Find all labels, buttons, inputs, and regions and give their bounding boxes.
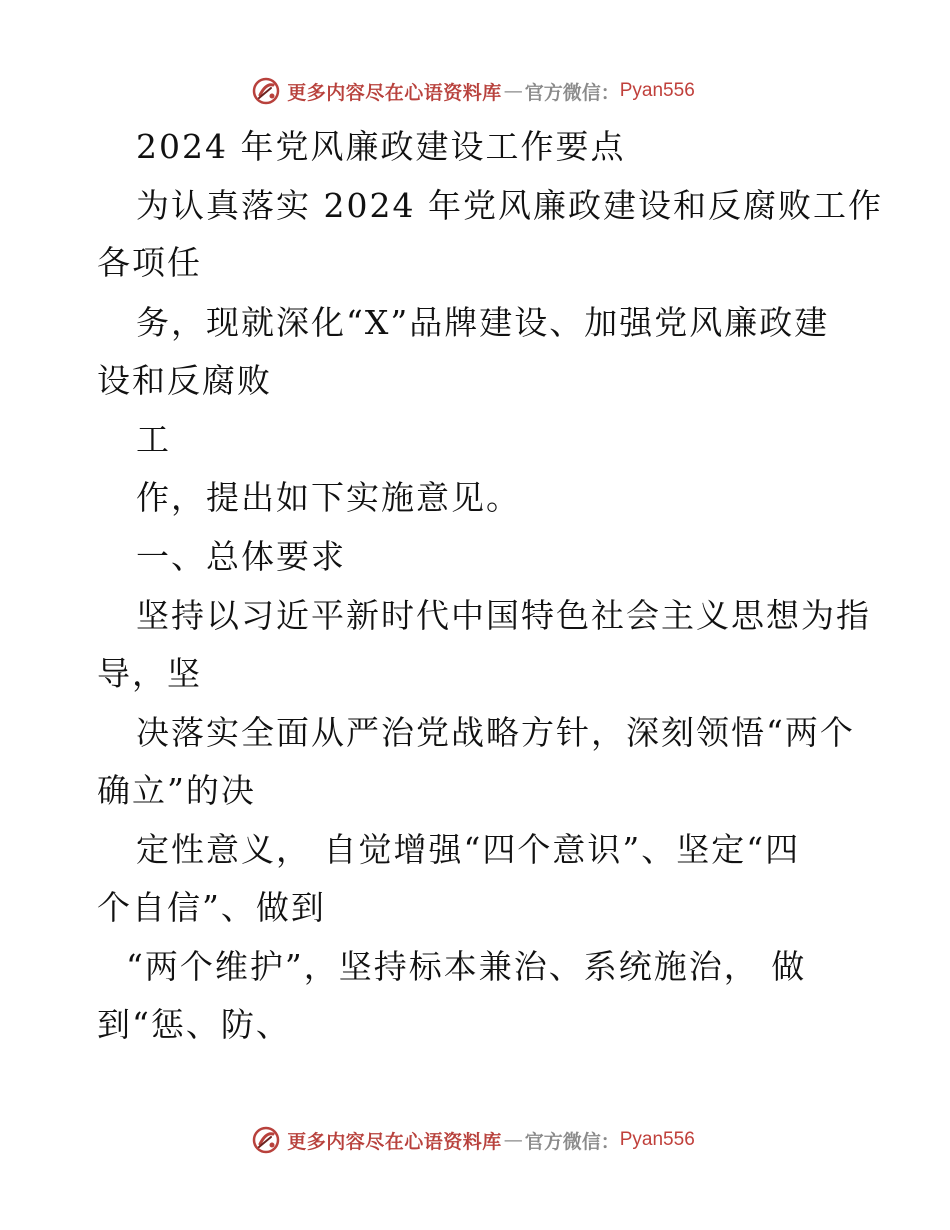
site-text: 更多内容尽在心语资料库 xyxy=(287,1130,502,1153)
doc-line: 各项任 xyxy=(97,243,202,282)
wechat-label: 官方微信： xyxy=(524,81,620,104)
doc-line: 定性意义， 自觉增强“四个意识”、坚定“四 xyxy=(136,830,801,869)
banner-dash: — xyxy=(503,80,523,102)
doc-line: 工 xyxy=(136,420,171,459)
wechat-id: Pyan556 xyxy=(619,1129,695,1150)
header-banner xyxy=(0,71,950,111)
doc-line: 为认真落实 2024 年党风廉政建设和反腐败工作 xyxy=(136,186,883,225)
footer-banner xyxy=(0,1120,950,1160)
site-text: 更多内容尽在心语资料库 xyxy=(287,81,502,104)
section-heading: 一、总体要求 xyxy=(136,537,346,576)
doc-line: 作，提出如下实施意见。 xyxy=(136,478,521,517)
banner-dash: — xyxy=(503,1129,523,1151)
doc-line: 决落实全面从严治党战略方针，深刻领悟“两个 xyxy=(136,713,855,752)
doc-line: 导，坚 xyxy=(97,654,202,693)
doc-line: “两个维护”，坚持标本兼治、系统施治， 做 xyxy=(126,947,807,986)
doc-line: 务，现就深化“X”品牌建设、加强党风廉政建 xyxy=(136,303,830,342)
wechat-id: Pyan556 xyxy=(619,80,695,101)
logo-icon xyxy=(251,1125,281,1155)
doc-line: 设和反腐败 xyxy=(97,361,272,400)
doc-line: 个自信”、做到 xyxy=(97,888,326,927)
logo-icon xyxy=(251,76,281,106)
doc-line: 确立”的决 xyxy=(97,771,256,810)
doc-title: 2024 年党风廉政建设工作要点 xyxy=(136,127,626,166)
doc-line: 到“惩、防、 xyxy=(97,1005,291,1044)
wechat-label: 官方微信： xyxy=(524,1130,620,1153)
doc-line: 坚持以习近平新时代中国特色社会主义思想为指 xyxy=(136,596,871,635)
